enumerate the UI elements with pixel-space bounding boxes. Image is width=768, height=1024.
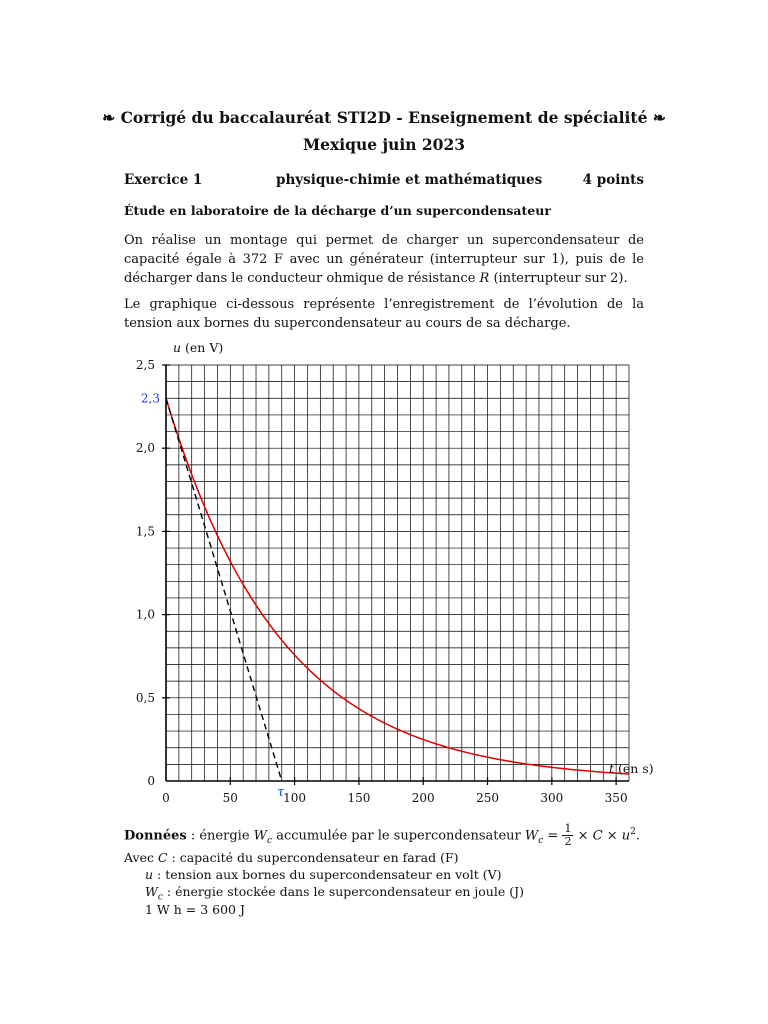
y-tick-label: 1,5	[135, 524, 155, 539]
formula-times-1: ×	[573, 828, 593, 844]
page-title: ❧ Corrigé du baccalauréat STI2D - Enseignement de spécialité ❧	[102, 108, 666, 127]
x-axis-label	[609, 761, 654, 776]
page-subtitle: Mexique juin 2023	[302, 135, 466, 154]
definition-c-text: : capacité du supercondensateur en farad (F)	[167, 850, 459, 865]
y-tick-label: 0,5	[135, 690, 155, 705]
definition-intro: Avec	[124, 850, 158, 865]
x-axis-unit: (en s)	[614, 761, 654, 776]
discharge-chart	[0, 330, 768, 810]
exercise-points: 4 points	[582, 172, 644, 188]
formula-subscript-c: c	[538, 835, 544, 846]
exercise-number: Exercice 1	[124, 172, 203, 188]
definition-variable-w: W	[145, 884, 158, 899]
y-axis-unit: (en V)	[181, 340, 224, 355]
formula-equals: =	[543, 828, 563, 844]
definition-u	[145, 866, 501, 884]
fraction-denominator: 2	[564, 835, 572, 849]
x-tick-label: 150	[347, 791, 371, 805]
definition-c	[124, 849, 459, 867]
fraction-one-half	[562, 823, 573, 848]
formula-end: .	[635, 828, 641, 844]
x-tick-label: 350	[604, 791, 628, 805]
variable-r: R	[479, 271, 490, 286]
formula-exponent: 2	[630, 827, 636, 837]
annotation-tau: τ	[277, 785, 285, 800]
x-tick-label: 250	[476, 791, 499, 805]
x-tick-label: 300	[540, 791, 564, 805]
exercise-subject: physique-chimie et mathématiques	[276, 172, 543, 188]
formula-variable-c: C	[592, 828, 603, 844]
y-axis-label	[173, 340, 223, 355]
x-tick-label: 200	[411, 791, 435, 805]
paragraph-intro	[124, 231, 644, 288]
y-axis-variable: u	[173, 340, 182, 355]
fraction-numerator: 1	[564, 822, 572, 836]
formula-times-2: ×	[602, 828, 622, 844]
y-tick-label: 0	[147, 774, 155, 788]
subscript-c: c	[267, 835, 273, 846]
donnees-text-2: accumulée par le supercondensateur	[272, 828, 525, 844]
x-tick-label: 100	[283, 791, 307, 805]
formula-variable-w: W	[524, 828, 539, 844]
chart-grid	[166, 365, 629, 781]
tangent-line	[166, 398, 282, 781]
y-tick-label: 2,5	[135, 358, 155, 372]
paragraph-intro-end: (interrupteur sur 2).	[489, 271, 628, 286]
variable-w: W	[253, 828, 268, 844]
formula-variable-u: u	[621, 828, 631, 844]
definition-u-text: : tension aux bornes du supercondensateur en volt (V)	[153, 867, 502, 882]
definition-subscript-c: c	[157, 892, 163, 903]
paragraph-graph-description: Le graphique ci-dessous représente l’enregistrement de l’évolution de la tension aux bornes du supercondensateur au cours de sa décharge.	[124, 297, 644, 331]
x-tick-label: 50	[222, 791, 238, 805]
donnees-text: : énergie	[186, 828, 254, 844]
definition-variable-u: u	[145, 867, 154, 882]
annotation-initial-voltage: 2,3	[140, 391, 160, 406]
definition-w-text: : énergie stockée dans le supercondensateur en joule (J)	[162, 884, 524, 899]
x-axis-variable: t	[609, 761, 615, 776]
paragraph-intro-text: On réalise un montage qui permet de charger un supercondensateur de capacité égale à 372 F avec un générateur (interrupteur sur 1), puis de le décharger dans le conducteur ohmique de résistance	[124, 233, 644, 286]
definition-variable-c: C	[157, 850, 168, 865]
x-tick-label: 0	[162, 791, 170, 805]
section-title: Étude en laboratoire de la décharge d’un supercondensateur	[124, 203, 551, 218]
y-tick-label: 2,0	[135, 441, 155, 456]
donnees-label: Données	[124, 828, 187, 844]
y-tick-label: 1,0	[135, 607, 155, 622]
definition-wh: 1 W h = 3 600 J	[145, 902, 245, 917]
